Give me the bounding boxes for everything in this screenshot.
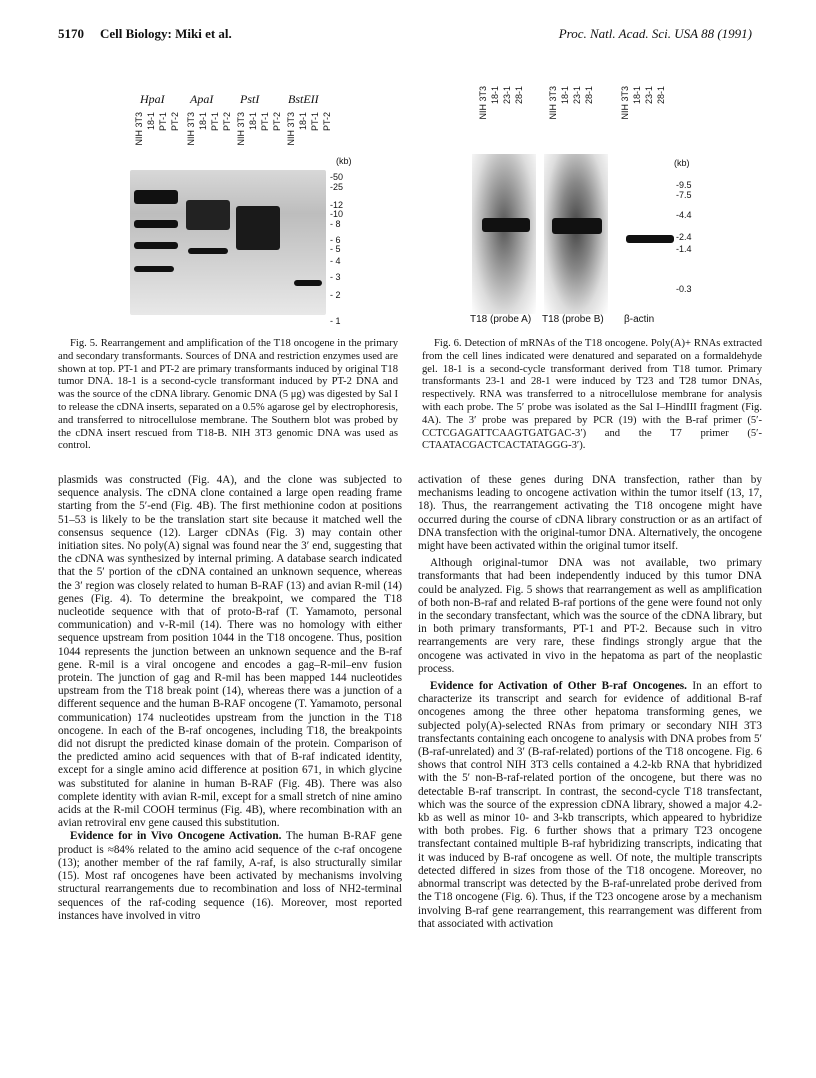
size-unit: (kb) <box>336 156 352 166</box>
blot-band <box>482 218 530 232</box>
lane-label: PT-2 <box>170 112 180 132</box>
lane-label: NIH 3T3 <box>236 112 246 146</box>
lane-label: PT-1 <box>210 112 220 132</box>
page-number: 5170 <box>58 26 84 41</box>
lane-label: NIH 3T3 <box>548 86 558 120</box>
body-paragraph: activation of these genes during DNA transfection, rather than by mechanisms leading to oncogene activation within the tumor itself (13, 17, 18). Thus, the rearrangement activating the T18 oncogene might have occurred during the course of cDNA library construction or as an artifact of DNA transfection with the original-tumor DNA. Alternatively, the oncogene might have been activated within the original tumor itself. <box>418 474 762 553</box>
lane-label: PT-2 <box>322 112 332 132</box>
size-marker: - 8 <box>330 219 341 229</box>
lane-label: 23-1 <box>644 86 654 105</box>
lane-label: 28-1 <box>584 86 594 105</box>
size-marker: - 3 <box>330 272 341 282</box>
lane-label: 18-1 <box>198 112 208 131</box>
left-column <box>58 474 402 923</box>
caption-text: Rearrangement and amplification of the T18 oncogene in the primary and secondary transformants. Sources of DNA and restriction enzymes used are shown at top. PT-1 and PT-2 are primary transformants induced by original T18 tumor DNA. 18-1 is a second-cycle transformant induced by PT-2 DNA and was the source of the cDNA library. Genomic DNA (5 μg) was digested by Sal I to release the cDNA inserts, separated on a 0.5% agarose gel by electrophoresis, and transferred to nitrocellulose membrane. The Southern blot was probed by the cDNA insert rescued from T18-B. NIH 3T3 genomic DNA was used as control. <box>58 338 398 452</box>
size-marker: -4.4 <box>676 210 692 220</box>
enzyme-label: PstI <box>240 92 260 106</box>
lane-label: 28-1 <box>656 86 666 105</box>
caption-text: Detection of mRNAs of the T18 oncogene. Poly(A)+ RNAs extracted from the cell lines indicated were denatured and separated on a formaldehyde gel. 18-1 is a second-cycle transformant derived from T18 tumor. Primary transformants 23-1 and 28-1 were induced by T23 and T28 tumor DNAs, respectively. RNA was transferred to a nitrocellulose membrane for analysis with each probe. The 5′ probe was isolated as the Sal I–HindIII fragment (Fig. 4A). The 3′ probe was prepared by PCR (19) with the B-raf primer (5′-CCTCGAGATTCAAGTGATGAC-3′) and the T7 primer (5′-CTAATACGACTCACTATAGGG-3′). <box>422 338 762 452</box>
lane-label: NIH 3T3 <box>134 112 144 146</box>
right-column <box>418 474 762 931</box>
size-marker: -2.4 <box>676 232 692 242</box>
lane-label: PT-1 <box>310 112 320 132</box>
lane-label: 18-1 <box>248 112 258 131</box>
blot-band <box>134 242 178 249</box>
lane-label: 18-1 <box>298 112 308 131</box>
size-marker: -7.5 <box>676 190 692 200</box>
lane-label: NIH 3T3 <box>620 86 630 120</box>
lane-label: 18-1 <box>490 86 500 105</box>
body-text: The human B-RAF gene product is ≈84% related to the amino acid sequence of the c-raf oncogene (13); another member of the raf family, A-raf, is also structurally similar (15). Most raf oncogenes have been activated by mechanisms involving structural rearrangements due to recombination and loss of NH2-terminal sequences of the raf-coding sequence (16). Moreover, most reported instances have involved in vitro <box>58 830 402 922</box>
body-text: In an effort to characterize its transcript and search for evidence of additional B-raf oncogenes among the three other hepatoma transforming genes, we subjected poly(A)-selected RNAs from primary or secondary NIH 3T3 transfectants containing each oncogene to analysis with DNA probes from 5′ (B-raf-unrelated) and 3′ (B-raf-related) portions of the T18 oncogene. Fig. 6 shows that control NIH 3T3 cells contained a 4.2-kb RNA that hybridized with the 5′ non-B-raf-related portion of the oncogene, but there was no detectable B-raf transcript. In contrast, the second-cycle T18 transfectant, which was the source of the expression cDNA library, showed a major 4.2-kb as well as minor 10- and 3-kb transcripts, which appeared to hybridize with both probes. Fig. 6 further shows that a primary T23 oncogene transfectant contained multiple B-raf hybridizing transcripts, indicating that it was induced by B-raf oncogene as well. Of note, the multiple transcripts detected differed in sizes from those of the T18 oncogene. Moreover, no abnormal transcript was detected by the B-raf-unrelated probe derived from the T18 oncogene (Fig. 6). Thus, if the T23 oncogene arose by a mechanism involving B-raf gene rearrangement, this rearrangement was different from that associated with activation <box>418 680 762 930</box>
lane-label: NIH 3T3 <box>478 86 488 120</box>
running-head-right: Proc. Natl. Acad. Sci. USA 88 (1991) <box>558 26 752 41</box>
lane-label: 23-1 <box>502 86 512 105</box>
enzyme-label: BstEII <box>288 92 319 106</box>
body-paragraph <box>58 830 402 922</box>
running-head-left: Cell Biology: Miki et al. <box>100 26 232 41</box>
caption-label: Fig. 5. <box>70 338 98 349</box>
lane-label: 18-1 <box>560 86 570 105</box>
northern-blot-probe-b <box>544 154 608 314</box>
enzyme-label: HpaI <box>140 92 165 106</box>
size-marker: -0.3 <box>676 284 692 294</box>
blot-band <box>626 235 674 243</box>
section-heading: Evidence for in Vivo Oncogene Activation. <box>70 830 282 843</box>
enzyme-label: ApaI <box>190 92 214 106</box>
size-unit: (kb) <box>674 158 690 168</box>
blot-band <box>188 248 228 254</box>
size-marker: - 2 <box>330 290 341 300</box>
northern-blot-probe-a <box>472 154 536 314</box>
probe-label: T18 (probe A) <box>470 314 532 325</box>
size-marker: - 4 <box>330 256 341 266</box>
size-marker: -10 <box>330 209 344 219</box>
southern-blot-image <box>130 170 326 315</box>
size-marker: - 1 <box>330 316 341 326</box>
size-marker: -25 <box>330 182 344 192</box>
size-marker: - 6 <box>330 235 341 245</box>
northern-blot-actin <box>626 230 674 248</box>
lane-label: PT-1 <box>158 112 168 132</box>
blot-band <box>294 280 322 286</box>
lane-label: 23-1 <box>572 86 582 105</box>
blot-band <box>186 200 230 230</box>
body-paragraph <box>418 680 762 931</box>
section-heading: Evidence for Activation of Other B-raf Oncogenes. <box>430 680 687 693</box>
probe-label: T18 (probe B) <box>542 314 604 325</box>
body-paragraph: plasmids was constructed (Fig. 4A), and the clone was subjected to sequence analysis. The cDNA clone contained a large open reading frame starting from the 5′-end (Fig. 4B). The first methionine codon at positions 51–53 is likely to be the translation start site because it matched well the consensus sequence (12). Larger cDNAs (Fig. 3) may contain other initiation sites. No poly(A) signal was found near the 3′ end, suggesting that the cDNA was synthesized by internal priming. A database search indicated that the 5′ portion of the cDNA contained an unknown sequence, whereas the 3′ region was closely related to human B-RAF (13) and avian R-mil (14) genes (Fig. 4). To determine the breakpoint, we compared the T18 nucleotide sequence with that of proto-B-raf (T. Yamamoto, personal communication) and v-R-mil (14). There was no homology with either sequence upstream from position 1044 in the T18 oncogene. Thus, position 1044 represents the junction between an unknown sequence and the B-raf gene. R-mil is a viral oncogene and encodes a gag–R-mil–env fusion protein. The junction of gag and R-mil has been mapped 144 nucleotides upstream from the T18 break point (14), whereas there was a junction of a different sequence and the human B-RAF oncogene (T. Yamamoto, personal communication) 174 nucleotides upstream from the junction in the T18 oncogene. In each of the B-raf oncogenes, including T18, the breakpoints did not disrupt the predicted kinase domain of the protein. Comparison of the predicted amino acid sequences with that of B-raf indicated identity, except for a single amino acid difference at position 671, in which glycine was substituted for alanine in human B-RAF (Fig. 4B). There was also complete identity with avian R-mil, except for a small stretch of nine amino acids at the R-mil COOH terminus (Fig. 4B), where recombination with an avian retroviral env gene caused this substitution. <box>58 474 402 830</box>
blot-band <box>552 218 602 234</box>
lane-label: PT-1 <box>260 112 270 132</box>
body-paragraph: Although original-tumor DNA was not available, two primary transformants that had been independently induced by this tumor DNA could be analyzed. Fig. 5 shows that rearrangement as well as amplification of both non-B-raf and related B-raf portions of the gene were found not only in the secondary transfectant, which was the source of the cDNA library, but in both primary transformants, PT-1 and PT-2. Because such in vitro rearrangements are very rare, these findings strongly argue that the oncogene was activated in vivo in the hepatoma as part of the neoplastic process. <box>418 557 762 675</box>
size-marker: -50 <box>330 172 344 182</box>
blot-band <box>134 190 178 204</box>
lane-label: NIH 3T3 <box>186 112 196 146</box>
figure-6-caption <box>422 338 762 453</box>
lane-label: PT-2 <box>272 112 282 132</box>
size-marker: -1.4 <box>676 244 692 254</box>
figure-6 <box>460 84 700 332</box>
lane-label: NIH 3T3 <box>286 112 296 146</box>
blot-band <box>134 266 174 272</box>
figure-5-caption <box>58 338 398 453</box>
caption-label: Fig. 6. <box>434 338 462 349</box>
blot-band <box>236 206 280 250</box>
figure-5 <box>110 86 370 326</box>
probe-label: β-actin <box>624 314 655 325</box>
lane-label: 18-1 <box>632 86 642 105</box>
blot-band <box>134 220 178 228</box>
lane-label: 28-1 <box>514 86 524 105</box>
lane-label: 18-1 <box>146 112 156 131</box>
size-marker: -9.5 <box>676 180 692 190</box>
size-marker: - 5 <box>330 244 341 254</box>
size-marker: -12 <box>330 200 344 210</box>
lane-label: PT-2 <box>222 112 232 132</box>
